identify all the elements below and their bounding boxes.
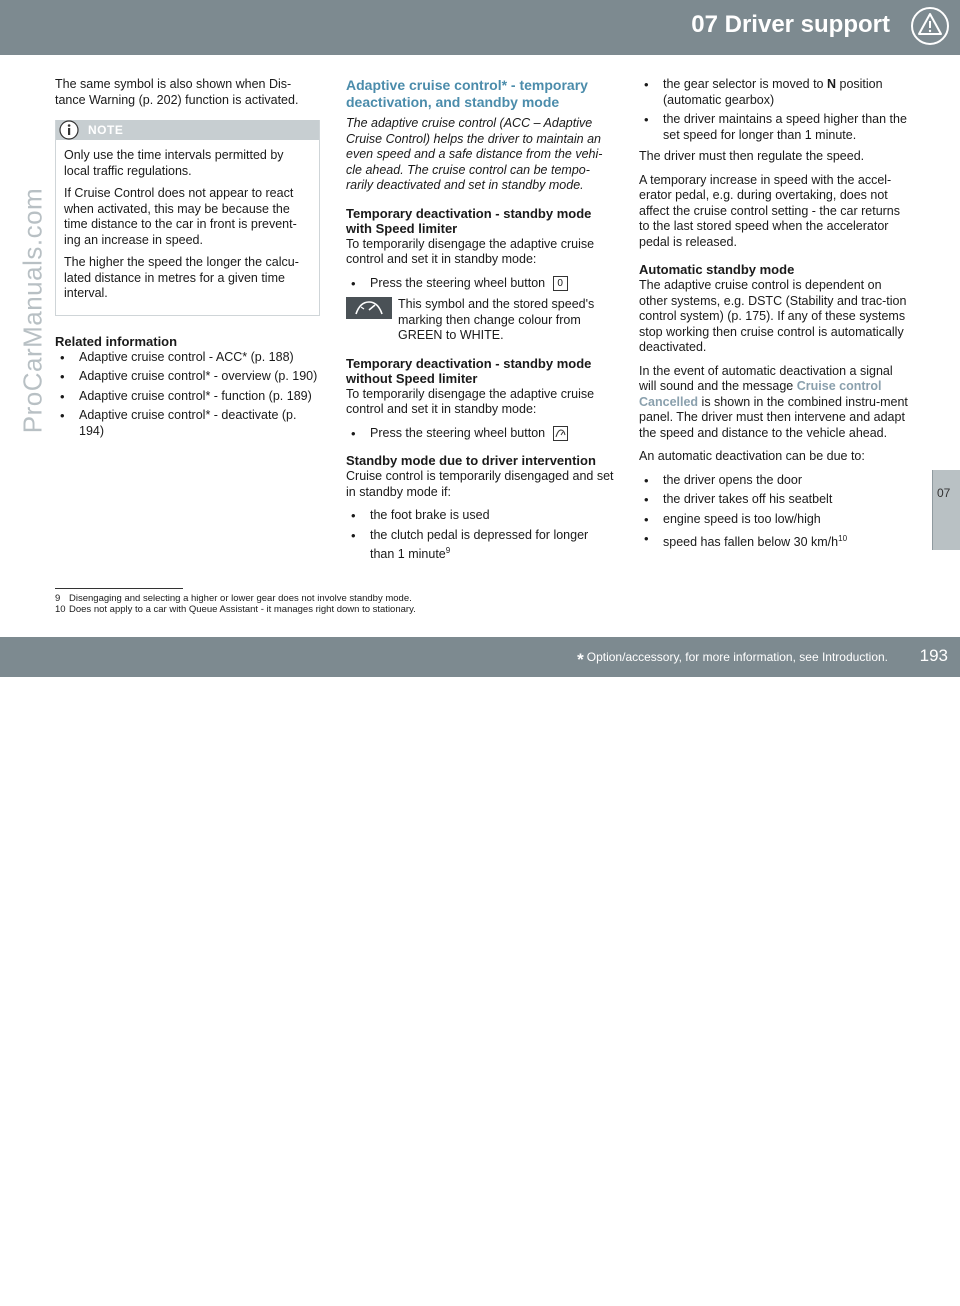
paragraph: Cruise control is temporarily disengaged and set in standby mode if: — [346, 469, 614, 499]
column-2 — [346, 77, 614, 569]
note-text: The higher the speed the longer the calcu-lated distance in metres for a given time interval. — [64, 255, 299, 300]
footnote-divider — [55, 588, 183, 589]
list-item: • Press the steering wheel button — [346, 426, 614, 442]
paragraph: To temporarily disengage the adaptive cruise control and set it in standby mode: — [346, 236, 595, 266]
footnote: 9 Disengaging and selecting a higher or lower gear does not involve standby mode. — [55, 593, 412, 604]
symbol-row — [346, 297, 614, 344]
note-text: If Cruise Control does not appear to react when activated, this may be because the time distance to the car in front is prevent-ing an increase in speed. — [64, 186, 297, 247]
watermark-bottom: carmanualsonline.info — [690, 1275, 943, 1305]
warning-triangle-icon — [905, 4, 955, 49]
related-heading: Related information — [55, 333, 178, 349]
list-item: • engine speed is too low/high — [639, 512, 909, 528]
paragraph: In the event of automatic deactivation a signal will sound and the message Cruise control Cancelled is shown in the combined instru-ment panel. The driver must then intervene and adapt the speed and distance to the vehicle ahead. — [639, 363, 908, 440]
watermark-vertical: ProCarManuals.com — [17, 187, 48, 434]
subheading: Automatic standby mode — [639, 262, 795, 277]
subheading: Temporary deactivation - standby mode without Speed limiter — [346, 355, 592, 386]
list-item: • the driver opens the door — [639, 473, 909, 489]
note-text: Only use the time intervals permitted by local traffic regulations. — [64, 148, 284, 178]
footnote: 10 Does not apply to a car with Queue Assistant - it manages right down to stationary. — [55, 604, 416, 615]
paragraph: An automatic deactivation can be due to: — [639, 449, 865, 463]
subheading: Temporary deactivation - standby mode with Speed limiter — [346, 205, 592, 236]
paragraph: The driver must then regulate the speed. — [639, 149, 865, 163]
related-link[interactable]: • Adaptive cruise control* - deactivate (p. 194) — [55, 408, 320, 439]
symbol-text: This symbol and the stored speed's marking then change colour from GREEN to WHITE. — [398, 297, 595, 342]
paragraph: To temporarily disengage the adaptive cruise control and set it in standby mode: — [346, 386, 595, 416]
header-bar — [0, 0, 960, 55]
steering-wheel-button-0-icon: 0 — [553, 276, 568, 291]
paragraph: The adaptive cruise control is dependent on other systems, e.g. DSTC (Stability and trac-tion control system) (p. 175). If any of these systems stop working then cruise control is automatically deactivated. — [639, 278, 907, 354]
note-label: NOTE — [88, 123, 124, 137]
list-item: • the gear selector is moved to N position (automatic gearbox) — [639, 77, 909, 108]
related-link[interactable]: • Adaptive cruise control - ACC* (p. 188) — [55, 350, 320, 366]
page-number: 193 — [919, 646, 948, 665]
related-link[interactable]: • Adaptive cruise control* - function (p. 189) — [55, 389, 320, 405]
steering-wheel-cruise-button-icon — [553, 426, 568, 441]
display-message: Cruise control Cancelled — [639, 379, 882, 409]
related-list — [55, 350, 320, 440]
note-header — [56, 120, 319, 140]
note-box — [55, 120, 320, 316]
footer-bar — [0, 637, 960, 1305]
chapter-side-tab[interactable]: 07 — [932, 470, 960, 550]
cruise-control-symbol-icon — [346, 297, 392, 319]
footer-note: * Option/accessory, for more information, see Introduction. — [577, 650, 888, 669]
list-item: • the driver maintains a speed higher than the set speed for longer than 1 minute. — [639, 112, 909, 143]
list-item: • the driver takes off his seatbelt — [639, 492, 909, 508]
info-icon — [58, 119, 80, 141]
paragraph: A temporary increase in speed with the accel-erator pedal, e.g. during overtaking, does not affect the cruise control setting - the car returns to the last stored speed when the accelerator pedal is released. — [639, 172, 901, 249]
list-item: • the foot brake is used — [346, 508, 614, 524]
subheading: Standby mode due to driver intervention — [346, 453, 596, 468]
list-item: • speed has fallen below 30 $km/h^{10}$ — [639, 531, 909, 551]
column-1 — [55, 77, 320, 445]
lead-text: The adaptive cruise control (ACC – Adaptive Cruise Control) helps the driver to maintain an even speed and a safe distance from the vehi-cle ahead. The cruise control can be tempo-rarily deactivated and set in standby mode. — [346, 116, 603, 192]
chapter-title: 07 Driver support — [691, 11, 890, 38]
section-title: Adaptive cruise control* - temporary deactivation, and standby mode — [346, 77, 588, 110]
list-item: • Press the steering wheel button 0 — [346, 276, 614, 292]
list-item: • the clutch pedal is depressed for longer than 1 minute$^9$ — [346, 528, 614, 563]
column-3 — [639, 77, 909, 557]
intro-text: The same symbol is also shown when Dis-tance Warning (p. 202) function is activated. — [55, 77, 299, 107]
related-link[interactable]: • Adaptive cruise control* - overview (p. 190) — [55, 369, 320, 385]
